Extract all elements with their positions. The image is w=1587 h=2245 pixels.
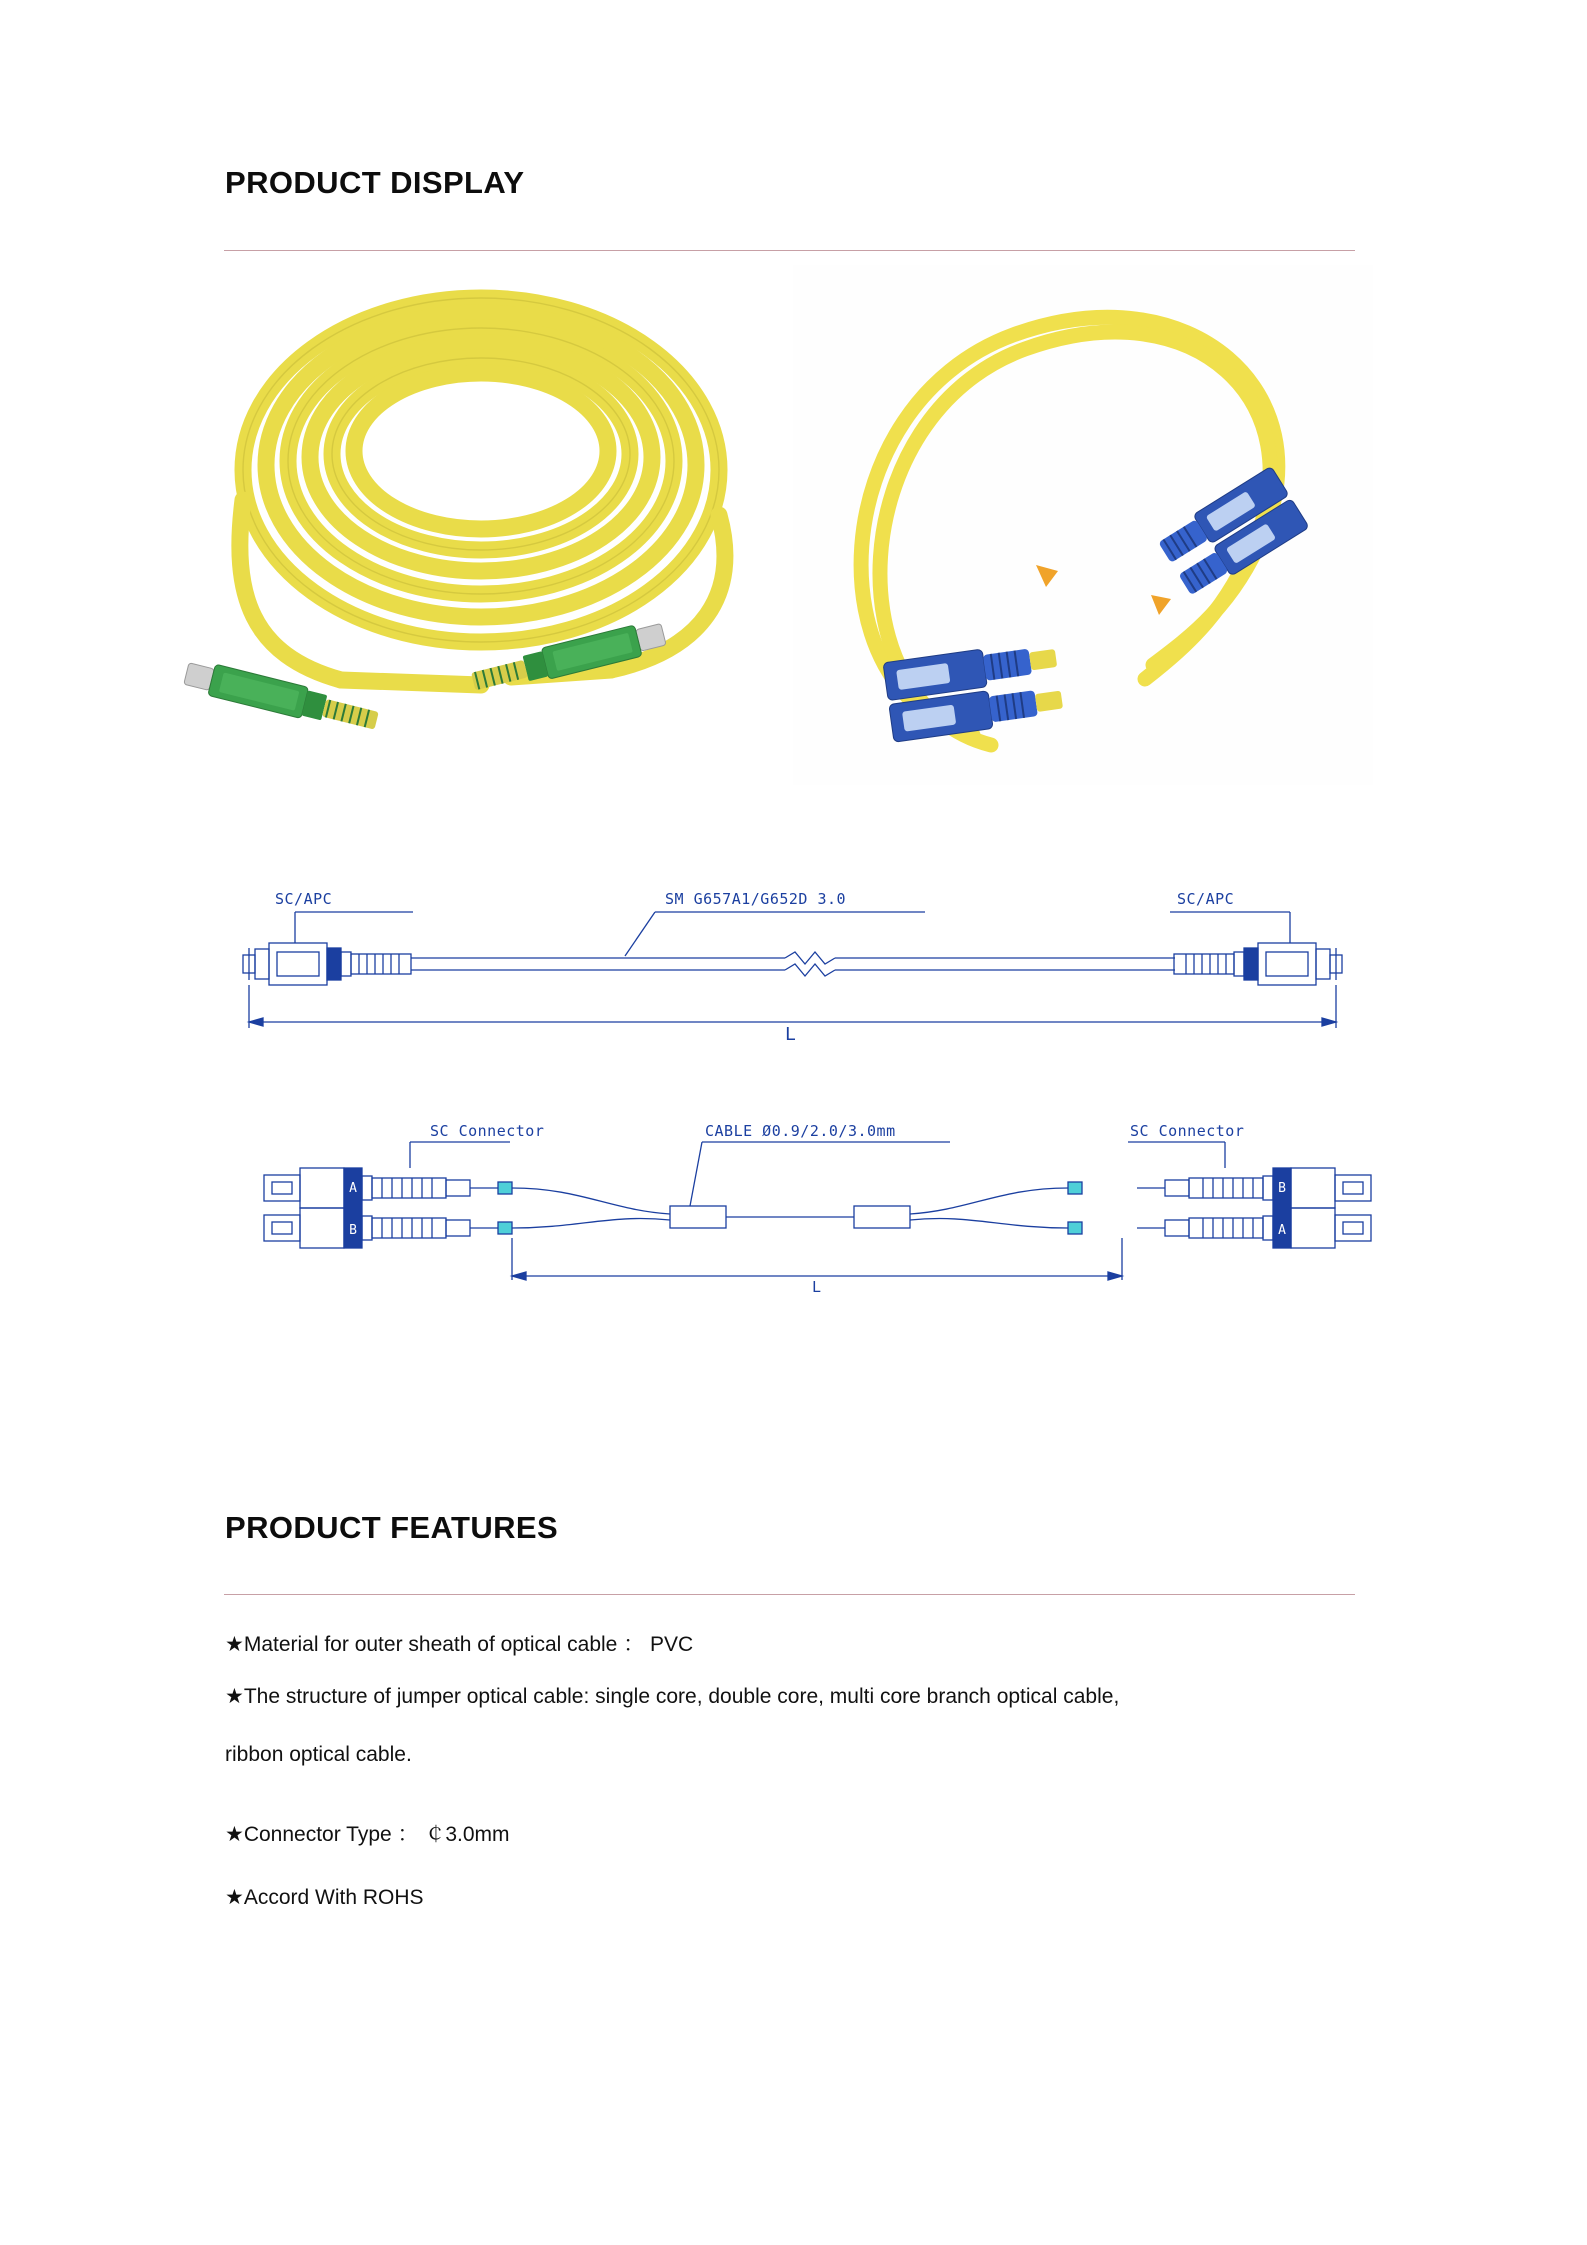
duplex-left-connector-label: SC Connector [430,1122,545,1140]
page-title-product-features: PRODUCT FEATURES [225,1510,559,1545]
duplex-sc-patch-cord-photo [793,265,1373,785]
simplex-right-connector-label: SC/APC [1177,890,1235,908]
duplex-drawing-graphic [250,1130,1385,1350]
duplex-length-label: L [812,1278,822,1296]
simplex-length-label: L [785,1024,796,1045]
simplex-sc-apc-patch-cord-photo [181,265,771,785]
svg-text:A: A [349,1181,357,1196]
feature-item-connector-type: ★Connector Type ： ￠3.0mm [225,1823,510,1846]
simplex-photo-graphic [181,265,771,785]
feature-item-material: ★Material for outer sheath of optical cable ： PVC [225,1633,694,1656]
feature-item-structure-cont: ribbon optical cable. [225,1743,412,1766]
svg-text:B: B [1278,1181,1286,1196]
simplex-cable-label: SM G657A1/G652D 3.0 [665,890,847,908]
simplex-left-connector-label: SC/APC [275,890,333,908]
duplex-cable-drawing [250,1122,1385,1350]
page-title-product-display: PRODUCT DISPLAY [225,165,525,200]
duplex-right-connector-label: SC Connector [1130,1122,1245,1140]
feature-item-rohs: ★Accord With ROHS [225,1886,424,1909]
simplex-cable-drawing [225,880,1360,1080]
divider-product-features [224,1594,1355,1595]
divider-product-display [224,250,1355,251]
svg-text:A: A [1278,1223,1286,1238]
feature-item-structure: ★The structure of jumper optical cable: single core, double core, multi core branch optical cable, [225,1685,1120,1708]
simplex-drawing-graphic [225,880,1360,1080]
svg-text:B: B [349,1223,357,1238]
duplex-cable-label: CABLE Ø0.9/2.0/3.0mm [705,1122,896,1140]
duplex-photo-graphic [793,265,1373,785]
